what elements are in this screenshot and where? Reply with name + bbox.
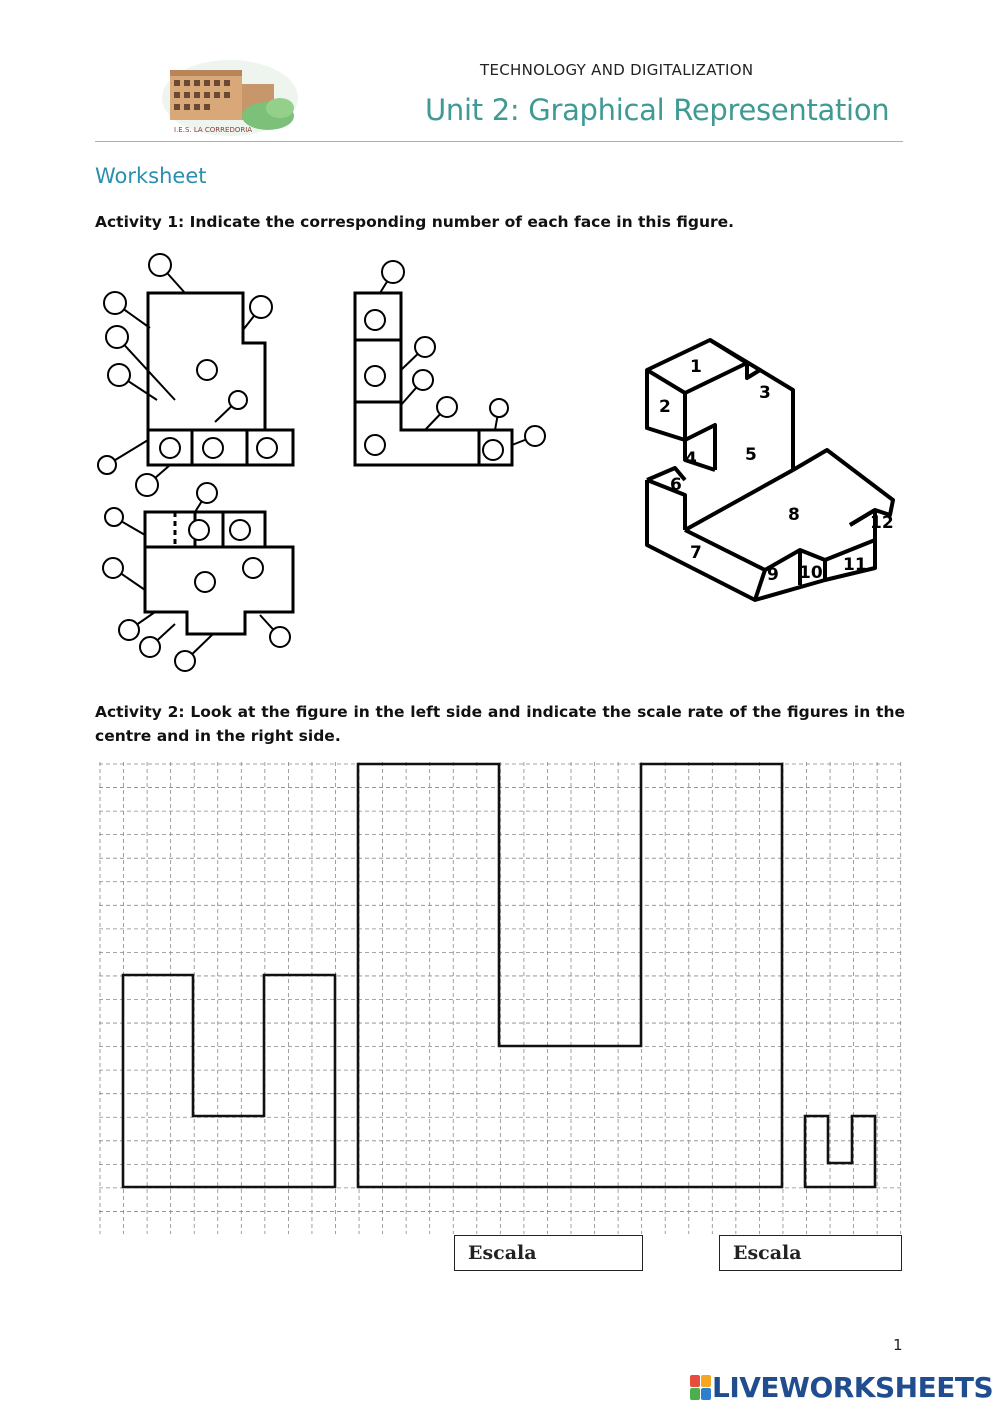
school-logo: [160, 58, 300, 138]
liveworksheets-wordmark: LIVEWORKSHEETS: [712, 1371, 994, 1404]
answer-circle: [250, 296, 272, 318]
face-number: 1: [690, 357, 702, 377]
answer-circle: [106, 326, 128, 348]
answer-circle: [108, 364, 130, 386]
answer-circle: [136, 474, 158, 496]
orthographic-views: [95, 250, 555, 680]
face-number: 3: [759, 383, 771, 403]
answer-circle: [203, 438, 223, 458]
school-logo-text: I.E.S. LA CORREDORIA: [174, 126, 253, 134]
answer-circle: [437, 397, 457, 417]
answer-circle: [365, 435, 385, 455]
answer-circle: [195, 572, 215, 592]
answer-circle: [98, 456, 116, 474]
face-number: 10: [799, 563, 823, 583]
section-title: Worksheet: [95, 164, 207, 188]
face-number: 2: [659, 397, 671, 417]
activity2-instruction: Activity 2: Look at the figure in the left side and indicate the scale rate of the figures in the centre and in the right side.: [95, 703, 905, 745]
answer-circle: [119, 620, 139, 640]
course-title: TECHNOLOGY AND DIGITALIZATION: [480, 61, 754, 79]
answer-circle: [257, 438, 277, 458]
face-number: 11: [843, 555, 867, 575]
answer-circle: [415, 337, 435, 357]
activity1-instruction: Activity 1: Indicate the corresponding number of each face in this figure.: [95, 213, 735, 231]
answer-circle: [382, 261, 404, 283]
answer-circle: [365, 366, 385, 386]
liveworksheets-brand: [690, 1371, 993, 1404]
answer-circle: [229, 391, 247, 409]
face-number: 7: [690, 543, 702, 563]
answer-circle: [197, 360, 217, 380]
answer-circle: [103, 558, 123, 578]
face-number: 5: [745, 445, 757, 465]
face-number: 12: [870, 513, 894, 533]
answer-circle: [490, 399, 508, 417]
isometric-figure: [635, 330, 905, 610]
answer-circle: [483, 440, 503, 460]
answer-circle: [160, 438, 180, 458]
right-u-figure: [805, 1116, 875, 1187]
answer-circle: [197, 483, 217, 503]
answer-circle: [230, 520, 250, 540]
scale-answer-box-centre[interactable]: [454, 1235, 643, 1271]
scale-grid: [95, 758, 905, 1238]
scale-label: Escala: [733, 1242, 802, 1264]
answer-circle: [140, 637, 160, 657]
centre-u-figure: [358, 764, 782, 1187]
page-number: 1: [893, 1336, 903, 1354]
answer-circle: [525, 426, 545, 446]
liveworksheets-logo-icon: [690, 1375, 712, 1401]
answer-circle: [413, 370, 433, 390]
scale-answer-box-right[interactable]: [719, 1235, 902, 1271]
top-view-box-1: [145, 512, 195, 547]
top-view-outline: [145, 547, 293, 634]
answer-circle: [243, 558, 263, 578]
answer-circle: [175, 651, 195, 671]
scale-label: Escala: [468, 1242, 537, 1264]
face-number: 9: [767, 565, 779, 585]
answer-circle: [270, 627, 290, 647]
reference-u-figure: [123, 975, 335, 1187]
answer-circle: [105, 508, 123, 526]
answer-circle: [189, 520, 209, 540]
header-divider: [95, 141, 903, 142]
answer-circle: [104, 292, 126, 314]
face-number: 6: [670, 475, 682, 495]
answer-circle: [149, 254, 171, 276]
unit-title: Unit 2: Graphical Representation: [425, 93, 890, 127]
answer-circle: [365, 310, 385, 330]
face-number: 8: [788, 505, 800, 525]
face-number: 4: [685, 449, 697, 469]
